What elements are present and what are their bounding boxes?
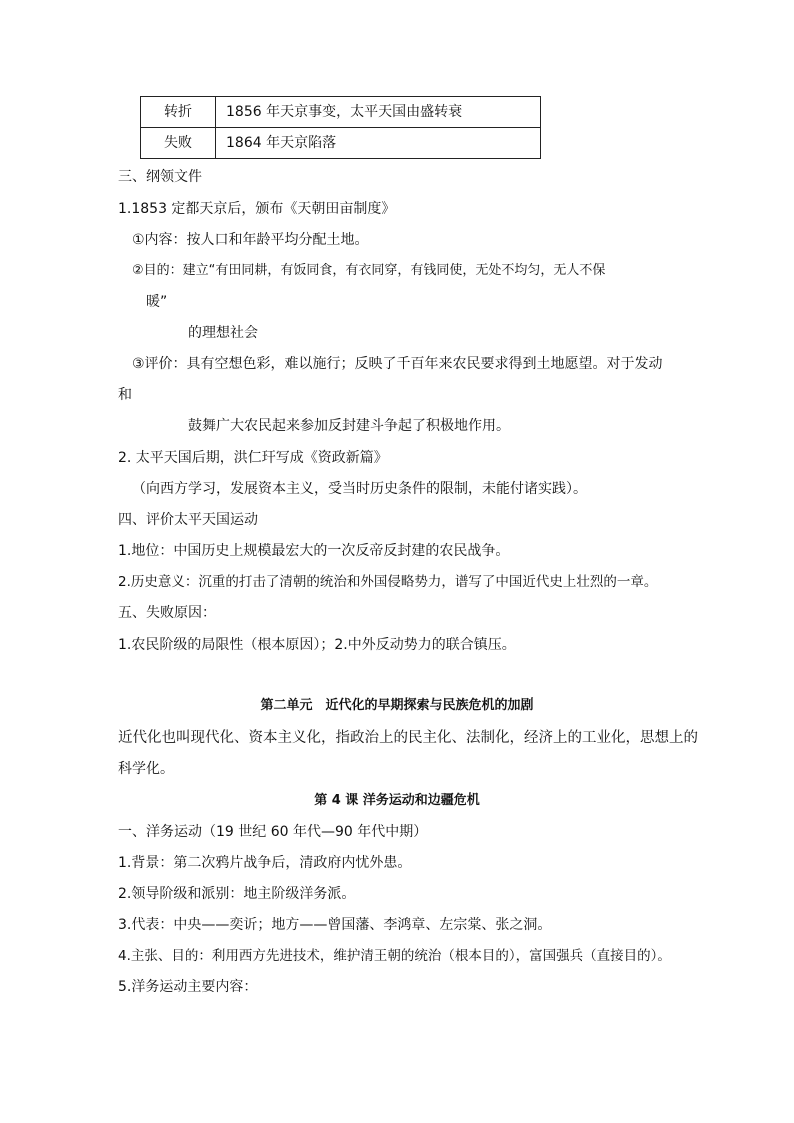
list-item: 4.主张、目的：利用西方先进技术，维护清王朝的统治（根本目的），富国强兵（直接目的）。 (118, 948, 671, 964)
list-item: 3.代表：中央——奕䜣；地方——曾国藩、李鸿章、左宗棠、张之洞。 (118, 917, 552, 933)
paragraph-continuation: （向西方学习，发展资本主义，受当时历史条件的限制，未能付诸实践）。 (132, 481, 587, 497)
list-item: 1.农民阶级的局限性（根本原因）；2.中外反动势力的联合镇压。 (118, 637, 516, 653)
list-item: 1.地位：中国历史上规模最宏大的一次反帝反封建的农民战争。 (118, 543, 510, 559)
section-heading: 一、洋务运动（19 世纪 60 年代—90 年代中期） (118, 824, 428, 840)
list-item: 2.领导阶级和派别：地主阶级洋务派。 (118, 886, 356, 902)
unit-title: 第二单元 近代化的早期探索与民族危机的加剧 (260, 698, 534, 713)
list-item: 2. 太平天国后期，洪仁玕写成《资政新篇》 (118, 450, 388, 466)
list-item: ③评价：具有空想色彩，难以施行；反映了千百年来农民要求得到土地愿望。对于发动 (132, 356, 663, 372)
row-label: 失败 (141, 128, 216, 159)
row-label: 转折 (141, 97, 216, 128)
timeline-table (140, 96, 541, 159)
section-heading: 四、评价太平天国运动 (118, 512, 258, 528)
row-text: 1864 年天京陷落 (216, 128, 541, 159)
paragraph-continuation: 和 (118, 387, 132, 403)
paragraph-continuation: 暖” (146, 294, 168, 310)
table-row (141, 128, 541, 159)
list-item: 1.1853 定都天京后，颁布《天朝田亩制度》 (118, 201, 396, 217)
list-item: 1.背景：第二次鸦片战争后，清政府内忧外患。 (118, 855, 412, 871)
row-text: 1856 年天京事变，太平天国由盛转衰 (216, 97, 541, 128)
paragraph-continuation: 科学化。 (118, 761, 174, 777)
list-item: ①内容：按人口和年龄平均分配土地。 (132, 232, 369, 248)
paragraph: 近代化也叫现代化、资本主义化，指政治上的民主化、法制化，经济上的工业化，思想上的 (118, 730, 698, 746)
list-item: ②目的：建立“有田同耕，有饭同食，有衣同穿，有钱同使，无处不均匀，无人不保 (132, 263, 606, 278)
list-item: 2.历史意义：沉重的打击了清朝的统治和外国侵略势力，谱写了中国近代史上壮烈的一章。 (118, 574, 658, 590)
list-item: 5.洋务运动主要内容： (118, 979, 258, 995)
section-heading: 五、失败原因： (118, 605, 216, 621)
lesson-title: 第 4 课 洋务运动和边疆危机 (314, 793, 480, 808)
table-row (141, 97, 541, 128)
paragraph-continuation: 鼓舞广大农民起来参加反封建斗争起了积极地作用。 (188, 418, 510, 434)
paragraph-continuation: 的理想社会 (188, 325, 258, 341)
section-heading: 三、纲领文件 (118, 169, 202, 185)
